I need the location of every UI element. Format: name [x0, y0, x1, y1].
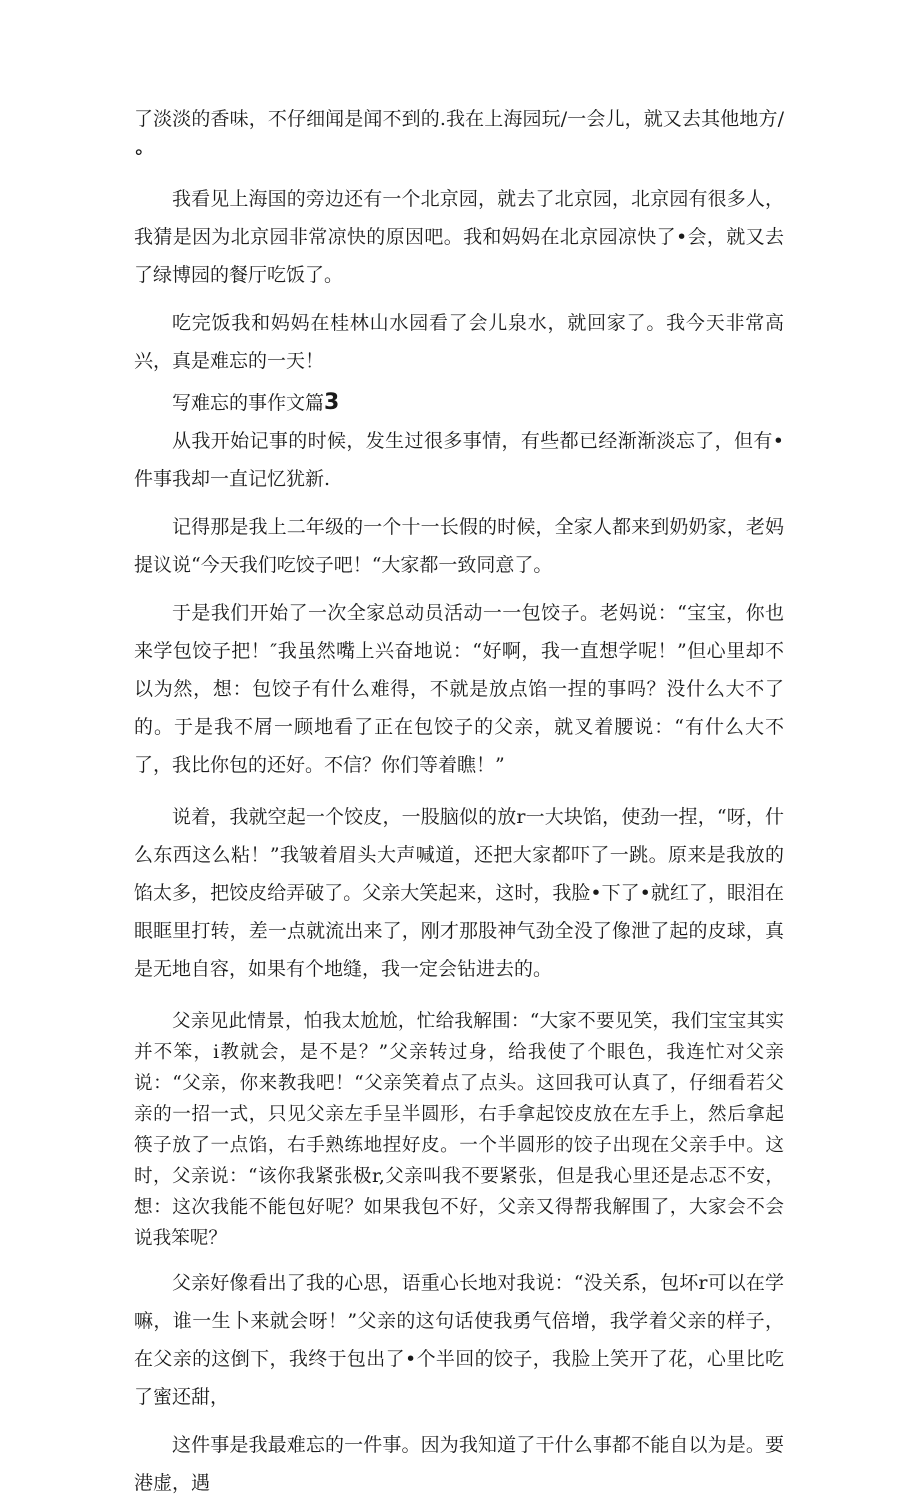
paragraph-encouragement: 父亲好像看出了我的心思，语重心长地对我说：“没关系，包坏r可以在学嘛，谁一生卜来就会呀！”父亲的这句话使我勇气倍增，我学着父亲的样子，在父亲的这倒下，我终于包出了•个半回的饺子，我脸上笑开了花，心里比吃了蜜还甜，: [134, 1272, 784, 1408]
section-heading-text: 写难忘的事作文篇: [172, 392, 325, 414]
paragraph-continuation: 了淡淡的香味，不仔细闻是闻不到的.我在上海园玩/一会儿，就又去其他地方/°: [134, 108, 784, 168]
document-page: [134, 100, 784, 1502]
paragraph-conclusion: 这件事是我最难忘的一件事。因为我知道了干什么事都不能自以为是。要港虚，遇: [134, 1434, 784, 1494]
section-heading-number: 3: [324, 390, 340, 415]
paragraph-father-teaches: 父亲见此情景，怕我太尬尬，忙给我解围：“大家不要见笑，我们宝宝其实并不笨，i教就会，是不是？”父亲转过身，给我使了个眼色，我连忙对父亲说：“父亲，你来教我吧！“父亲笑着点了点头。这回我可认真了，仔细看若父亲的一招一式，只见父亲左手呈半圆形，右手拿起饺皮放在左手上，然后拿起筷子放了一点馅，右手熟练地捏好皮。一个半圆形的饺子出现在父亲手中。这时，父亲说：“该你我紧张极r,父亲叫我不要紧张，但是我心里还是忐忑不安，想：这次我能不能包好呢？如果我包不好，父亲又得帮我解围了，大家会不会说我笨呢？: [134, 1011, 784, 1249]
paragraph-making-dumplings: 于是我们开始了一次全家总动员活动一一包饺子。老妈说：“宝宝，你也来学包饺子把！″我虽然嘴上兴奋地说：“好啊，我一直想学呢！”但心里却不以为然，想：包饺子有什么难得，不就是放点馅一捏的事吗？没什么大不了的。于是我不屑一顾地看了正在包饺子的父亲，就叉着腰说：“有什么大不了，我比你包的还好。不信？你们等着瞧！”: [134, 602, 784, 776]
paragraph-broken-dumpling: 说着，我就空起一个饺皮，一股脑似的放r一大块馅，使劲一捏，“呀，什么东西这么粘！”我皱着眉头大声喊道，还把大家都吓了一跳。原来是我放的馅太多，把饺皮给弄破了。父亲大笑起来，这时，我脸•下了•就红了，眼泪在眼眶里打转，差一点就流出来了，刚才那股神气劲全没了像泄了起的皮球，真是无地自容，如果有个地缝，我一定会钻进去的。: [134, 806, 784, 980]
paragraph-guilin-garden: 吃完饭我和妈妈在桂林山水园看了会儿泉水，就回家了。我今天非常高兴，真是难忘的一天！: [134, 312, 784, 372]
paragraph-holiday: 记得那是我上二年级的一个十一长假的时候，全家人都来到奶奶家，老妈提议说“今天我们吃饺子吧！“大家都一致同意了。: [134, 516, 784, 576]
paragraph-intro: 从我开始记事的时候，发生过很多事情，有些都已经渐渐淡忘了，但有•件事我却一直记忆犹新.: [134, 430, 784, 490]
section-heading: [134, 384, 784, 422]
paragraph-beijing-garden: 我看见上海国的旁边还有一个北京园，就去了北京园，北京园有很多人，我猜是因为北京园非常凉快的原因吧。我和妈妈在北京园凉快了•会，就又去了绿博园的餐厅吃饭了。: [134, 188, 784, 286]
